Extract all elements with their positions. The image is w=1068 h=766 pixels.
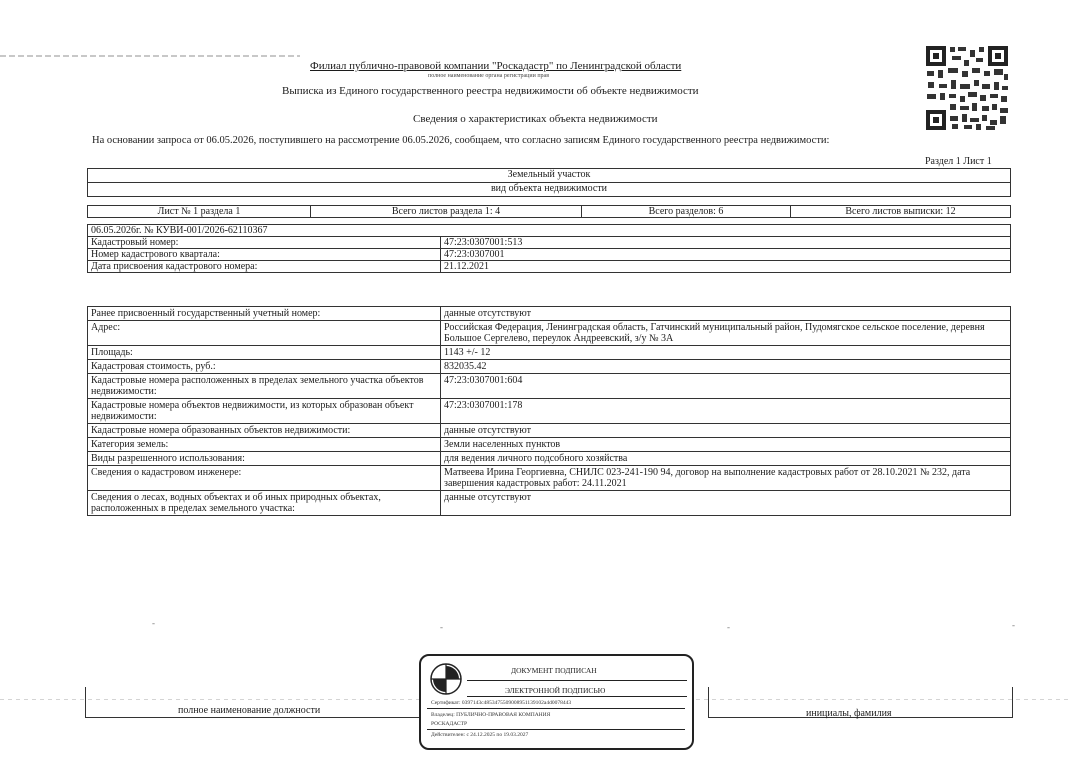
row-label: Виды разрешенного использования: xyxy=(88,452,441,466)
org-caption: полное наименование органа регистрации прав xyxy=(428,73,550,79)
scan-mark: - xyxy=(727,622,730,632)
row-label: Категория земель: xyxy=(88,438,441,452)
row-label: Дата присвоения кадастрового номера: xyxy=(88,261,441,273)
stamp-line-2: ЭЛЕКТРОННОЙ ПОДПИСЬЮ xyxy=(505,686,606,695)
document-title: Выписка из Единого государственного реестра недвижимости об объекте недвижимости xyxy=(282,85,699,97)
stamp-certificate: Сертификат: 0397143c4853475509008951139102a4d0078443 xyxy=(431,700,572,706)
row-value: Российская Федерация, Ленинградская область, Гатчинский муниципальный район, Пудомягское сельское поселение, деревня Большое Сергелево, переулок Андреевский, з/у № 3А xyxy=(441,321,1011,346)
table-row xyxy=(88,452,1011,466)
table-row xyxy=(88,424,1011,438)
table-row xyxy=(88,346,1011,360)
row-value: 47:23:0307001:513 xyxy=(441,237,1011,249)
row-label: Кадастровые номера образованных объектов недвижимости: xyxy=(88,424,441,438)
stamp-divider xyxy=(467,680,687,681)
scan-mark: - xyxy=(1012,620,1015,630)
object-type-caption: вид объекта недвижимости xyxy=(88,183,1011,197)
row-label: Кадастровая стоимость, руб.: xyxy=(88,360,441,374)
org-name: Филиал публично-правовой компании "Роскадастр" по Ленинградской области xyxy=(310,60,682,72)
row-label: Кадастровый номер: xyxy=(88,237,441,249)
object-type-table xyxy=(87,168,1011,197)
row-label: Кадастровые номера объектов недвижимости, из которых образован объект недвижимости: xyxy=(88,399,441,424)
stamp-divider xyxy=(467,696,687,697)
table-row xyxy=(88,399,1011,424)
rosreestr-emblem-icon xyxy=(429,662,463,696)
registry-table xyxy=(87,224,1011,273)
row-label: Площадь: xyxy=(88,346,441,360)
table-row xyxy=(88,307,1011,321)
row-value: 1143 +/- 12 xyxy=(441,346,1011,360)
section-sheets-total: Всего листов раздела 1: 4 xyxy=(311,206,582,218)
electronic-signature-stamp xyxy=(419,654,694,750)
scan-artifact xyxy=(0,55,300,57)
sheets-table xyxy=(87,205,1011,218)
row-label: Ранее присвоенный государственный учетный номер: xyxy=(88,307,441,321)
table-row xyxy=(88,466,1011,491)
row-value: данные отсутствуют xyxy=(441,307,1011,321)
row-value: 47:23:0307001 xyxy=(441,249,1011,261)
row-value: 47:23:0307001:178 xyxy=(441,399,1011,424)
scan-mark: - xyxy=(152,618,155,628)
row-label: Адрес: xyxy=(88,321,441,346)
row-label: Сведения о лесах, водных объектах и об иных природных объектах, расположенных в пределах земельного участка: xyxy=(88,491,441,516)
details-table xyxy=(87,306,1011,516)
table-row xyxy=(88,237,1011,249)
row-value: Матвеева Ирина Георгиевна, СНИЛС 023-241-190 94, договор на выполнение кадастровых работ от 28.10.2021 № 232, дата завершения кадастровых работ: 24.11.2021 xyxy=(441,466,1011,491)
row-label: Сведения о кадастровом инженере: xyxy=(88,466,441,491)
scan-mark: - xyxy=(440,622,443,632)
sections-total: Всего разделов: 6 xyxy=(582,206,791,218)
stamp-divider xyxy=(427,729,685,730)
table-row xyxy=(88,438,1011,452)
stamp-owner: Владелец: ПУБЛИЧНО-ПРАВОВАЯ КОМПАНИЯ xyxy=(431,712,551,718)
section-label: Раздел 1 Лист 1 xyxy=(925,156,992,167)
stamp-owner-2: РОСКАДАСТР xyxy=(431,721,468,727)
qr-code-icon xyxy=(924,44,1010,132)
row-value: для ведения личного подсобного хозяйства xyxy=(441,452,1011,466)
table-row xyxy=(88,261,1011,273)
row-label: Номер кадастрового квартала: xyxy=(88,249,441,261)
basis-text: На основании запроса от 06.05.2026, поступившего на рассмотрение 06.05.2026, сообщаем, что согласно записям Единого государственного реестра недвижимости: xyxy=(92,135,830,146)
row-value: 832035.42 xyxy=(441,360,1011,374)
table-row xyxy=(88,321,1011,346)
sheet-number: Лист № 1 раздела 1 xyxy=(88,206,311,218)
table-row xyxy=(88,374,1011,399)
document-sheets-total: Всего листов выписки: 12 xyxy=(791,206,1011,218)
registry-number: 06.05.2026г. № КУВИ-001/2026-62110367 xyxy=(88,225,1011,237)
table-row xyxy=(88,491,1011,516)
stamp-validity: Действителен: с 24.12.2025 по 19.03.2027 xyxy=(431,732,529,738)
table-row xyxy=(88,360,1011,374)
row-value: 47:23:0307001:604 xyxy=(441,374,1011,399)
name-caption: инициалы, фамилия xyxy=(806,708,892,719)
row-value: 21.12.2021 xyxy=(441,261,1011,273)
row-value: Земли населенных пунктов xyxy=(441,438,1011,452)
table-row xyxy=(88,249,1011,261)
object-type: Земельный участок xyxy=(88,169,1011,183)
row-label: Кадастровые номера расположенных в пределах земельного участка объектов недвижимости: xyxy=(88,374,441,399)
section-title: Сведения о характеристиках объекта недвижимости xyxy=(413,113,658,125)
stamp-divider xyxy=(427,708,685,709)
position-caption: полное наименование должности xyxy=(178,705,321,716)
stamp-line-1: ДОКУМЕНТ ПОДПИСАН xyxy=(511,666,597,675)
row-value: данные отсутствуют xyxy=(441,491,1011,516)
row-value: данные отсутствуют xyxy=(441,424,1011,438)
